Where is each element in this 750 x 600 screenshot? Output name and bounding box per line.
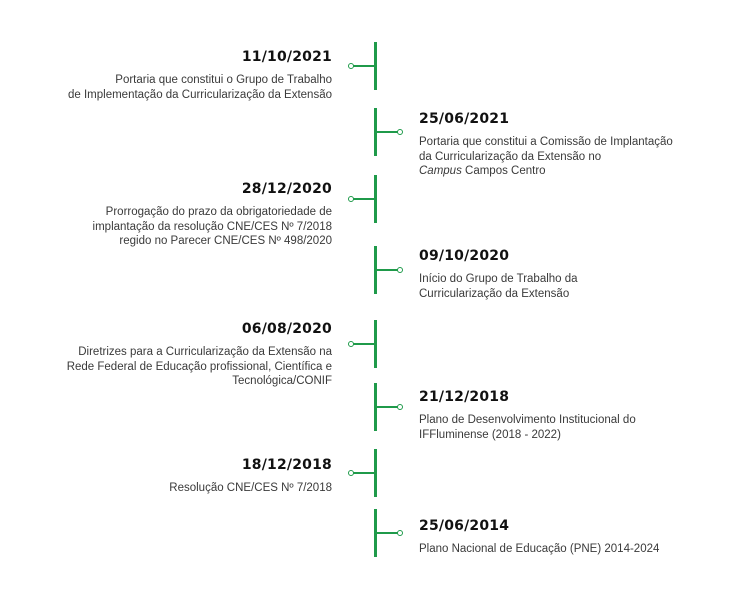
- timeline-node: [397, 267, 403, 273]
- event-date: 06/08/2020: [241, 321, 332, 337]
- timeline-connector: [352, 343, 374, 345]
- timeline-node: [348, 63, 354, 69]
- description-line: Diretrizes para a Curricularização da Extensão na: [78, 346, 332, 358]
- timeline-connector: [377, 269, 398, 271]
- timeline-connector: [352, 472, 374, 474]
- description-line: de Implementação da Curricularização da Extensão: [67, 88, 332, 101]
- event-date: 21/12/2018: [419, 389, 510, 405]
- description-line: regido no Parecer CNE/CES Nº 498/2020: [119, 235, 332, 247]
- timeline-entry: [419, 389, 636, 442]
- timeline-node: [348, 196, 354, 202]
- timeline-node: [348, 470, 354, 476]
- timeline-entry: [419, 518, 659, 557]
- timeline-node: [348, 341, 354, 347]
- event-description: [68, 73, 332, 102]
- timeline-entry: [67, 321, 332, 389]
- timeline-entry: [419, 248, 578, 301]
- timeline-connector: [377, 532, 398, 534]
- timeline-connector: [352, 65, 374, 67]
- timeline-connector: [352, 198, 374, 200]
- timeline-entry: [68, 49, 332, 102]
- timeline-entry: [93, 181, 332, 249]
- timeline-segment: [374, 449, 377, 497]
- event-description: [419, 272, 578, 301]
- event-description: [419, 542, 659, 557]
- timeline-node: [397, 530, 403, 536]
- event-description: [419, 135, 673, 179]
- description-line: Resolução CNE/CES Nº 7/2018: [169, 482, 332, 494]
- description-line: Plano Nacional de Educação (PNE) 2014-2024: [419, 543, 660, 555]
- description-line: IFFluminense (2018 - 2022): [419, 428, 561, 441]
- description-line: da Curricularização da Extensão no: [419, 150, 602, 163]
- campus-italic: Campus: [419, 165, 462, 177]
- description-line: Curricularização da Extensão: [419, 287, 570, 300]
- event-description: [93, 205, 332, 249]
- event-date: 09/10/2020: [419, 248, 510, 264]
- description-line-rest: Campos Centro: [461, 165, 546, 177]
- description-line: Prorrogação do prazo da obrigatoriedade de: [105, 206, 332, 218]
- event-date: 28/12/2020: [241, 181, 332, 197]
- description-line: Portaria que constitui a Comissão de Implantação: [419, 136, 673, 148]
- timeline-segment: [374, 320, 377, 368]
- timeline-segment: [374, 175, 377, 223]
- event-date: 18/12/2018: [241, 457, 332, 473]
- event-date: 11/10/2021: [241, 49, 332, 65]
- timeline-connector: [377, 131, 398, 133]
- description-line: Portaria que constitui o Grupo de Trabalho: [115, 74, 332, 86]
- timeline-node: [397, 129, 403, 135]
- description-line: implantação da resolução CNE/CES Nº 7/2018: [92, 220, 332, 233]
- event-description: [419, 413, 636, 442]
- timeline-entry: [169, 457, 332, 496]
- event-description: [67, 345, 332, 389]
- description-line: [419, 164, 673, 179]
- description-line: Tecnológica/CONIF: [232, 375, 332, 387]
- description-line: Início do Grupo de Trabalho da: [419, 273, 578, 285]
- event-date: 25/06/2021: [419, 111, 510, 127]
- event-description: [169, 481, 332, 496]
- timeline-entry: [419, 111, 673, 179]
- timeline-connector: [377, 406, 398, 408]
- timeline-node: [397, 404, 403, 410]
- description-line: Rede Federal de Educação profissional, Científica e: [66, 360, 332, 373]
- event-date: 25/06/2014: [419, 518, 510, 534]
- timeline-segment: [374, 42, 377, 90]
- description-line: Plano de Desenvolvimento Institucional do: [419, 414, 636, 426]
